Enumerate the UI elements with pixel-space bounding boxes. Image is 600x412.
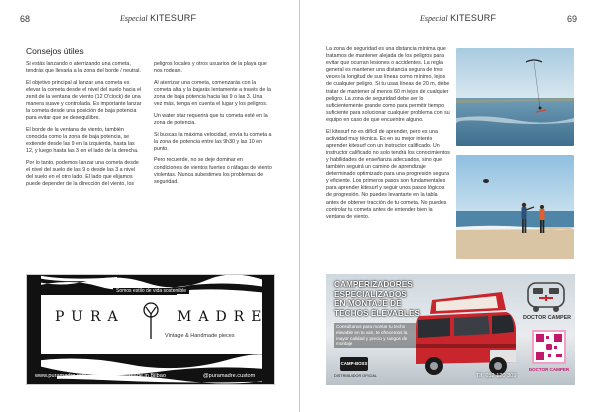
paragraph: El kitesurf no es difícil de aprender, pero es una actividad muy técnica. Es en su mejor interés aprender kitesurf con un instructor calificado. Un instructor calificado no solo tendrá los conocimientos y habilidades de enseñanza adecuados, sino que también seguirá un camino de aprendizaje determinado optimizado para una progresión segura y eficiente. Los primeros pasos son fundamentales para aprender kitesurf y seguir unos pasos lógicos de progresión. No puedes levantarte en la tabla antes de obtener tracción de tu cometa. No puedes controlar tu cometa antes de entender bien la ventana de viento. (326, 128, 450, 220)
right-column-1 (326, 46, 450, 225)
paragraph: El objetivo principal al lanzar una cometa es elevar la cometa desde el nivel del suelo hacia el zenit de la ventana de viento (12 O'clock) de una manera suave y controlada. Es importante lanzar la cometa desde una posición de baja potencia para evitar que se desequilibre. (26, 79, 142, 122)
header-title-left: KITESURF (150, 13, 197, 23)
kitesurf-photo-sea (456, 48, 574, 146)
paragraph: Pero recuerde, no se deje dominar en condiciones de vientos fuertes o ráfagas de viento violentas. Nunca subestimes los problemas de seguridad. (154, 157, 272, 185)
zebra-side-left (27, 275, 41, 385)
paragraph: Por lo tanto, podemos lanzar una cometa desde el nivel del suelo de las 9 o desde las 3 a nivel del suelo en el otro lado. El lado que elijamos puede depender de la dirección del viento, los (26, 159, 139, 188)
running-header-left (120, 13, 196, 23)
paragraph: peligros locales y otros usuarios de la playa que nos rodean. (154, 61, 267, 75)
pura-madre-web[interactable]: www.puramadre.info (35, 373, 86, 379)
qr-label: DOCTOR CAMPER (528, 367, 570, 372)
doctor-camper-logo-icon (524, 280, 568, 314)
camper-ad-subtitle: Consúltanos para montar tu techo elevable en tu van, te ofrecemos la mayor calidad y precio y rangos de montaje (334, 323, 416, 348)
ad-title-line: TECHOS ELEVABLES (334, 307, 421, 318)
paragraph: Al aterrizar una cometa, comenzarás con la cometa alta y la bajarás lentamente a través de la zona de baja potencia hacia las 9 o las 3. Una vez más, tenga en cuenta el lugar y los peligros. (154, 79, 271, 108)
ad-title-line: EN MONTAJE DE (334, 298, 402, 308)
pura-madre-subtitle: Vintage & Handmade pieces (165, 333, 235, 339)
right-page (300, 0, 600, 412)
pura-madre-location: made in Bilbao (129, 373, 167, 379)
paragraph: La zona de seguridad es una distancia mínima que tratamos de mantener alejada de los peligros para evitar que ocurran lesiones o accidentes. La regla general es mantener una distancia segura de tres veces la longitud de sus líneas como mínimo, lejos de cualquier peligro. Si tu usas líneas de 20 m, debe tratar de mantener al menos 60 m lejos de cualquier peligro. La zona de seguridad debe ser lo suficientemente grande como para permitir tiempo suficiente para solucionar cualquier problema con su equipo en caso de que encuentre alguno. (326, 46, 450, 123)
paragraph: El borde de la ventana de viento, también conocida como la zona de baja potencia, se extiende desde las 9 en la izquierda, hasta las 12, y luego hasta las 3 en el lado de la derecha. (26, 126, 139, 155)
paragraph: Un water star requerirá que tu cometa esté en la zona de potencia. (154, 112, 268, 126)
camper-van-illustration (410, 284, 520, 379)
doctor-camper-ad[interactable] (326, 274, 575, 385)
pura-madre-social[interactable]: @puramadre.custom (203, 373, 256, 379)
ad-title-line: ESPECIALIZADOS (334, 288, 407, 299)
article-heading: Consejos útiles (26, 46, 84, 56)
page-number-right: 69 (567, 14, 578, 24)
header-title-right: KITESURF (450, 13, 497, 23)
qr-code-icon[interactable] (532, 330, 566, 364)
paragraph: Si buscas la máxima velocidad, envía tu cometa a la zona de potencia entre las 9h30 y las 10 en punto. (154, 131, 272, 152)
kitesurf-photo-beach (456, 155, 574, 259)
phone-number[interactable]: Tlf. 652 120 309 (476, 373, 517, 379)
brand-left: PURA (55, 309, 125, 325)
camper-ad-title (334, 280, 420, 318)
running-header-right (420, 13, 496, 23)
ad-title-line: CAMPERIZADORES (334, 279, 413, 289)
distributor-label: DISTRIBUIDOR OFICIAL (334, 374, 378, 378)
pura-madre-ad[interactable] (26, 274, 275, 385)
pura-madre-tagline: Somos estilo de vida sostenible (113, 288, 189, 294)
brand-right: MADRE (177, 309, 269, 325)
left-column-2 (154, 61, 272, 190)
zebra-band-bottom (27, 354, 274, 384)
header-prefix-right: Especial (420, 14, 448, 23)
camp-boss-badge: CAMP-BOSS (340, 357, 368, 371)
doctor-camper-brand: DOCTOR CAMPER (522, 315, 572, 321)
header-prefix-left: Especial (120, 14, 148, 23)
page-number-left: 68 (20, 14, 31, 24)
left-column-1 (26, 61, 143, 193)
zebra-side-right (262, 275, 275, 385)
paragraph: Si estás lanzando o aterrizando una cometa, tendrás que llevarla a la zona del borde / neutral. (26, 61, 141, 75)
trident-logo-icon (141, 301, 161, 341)
